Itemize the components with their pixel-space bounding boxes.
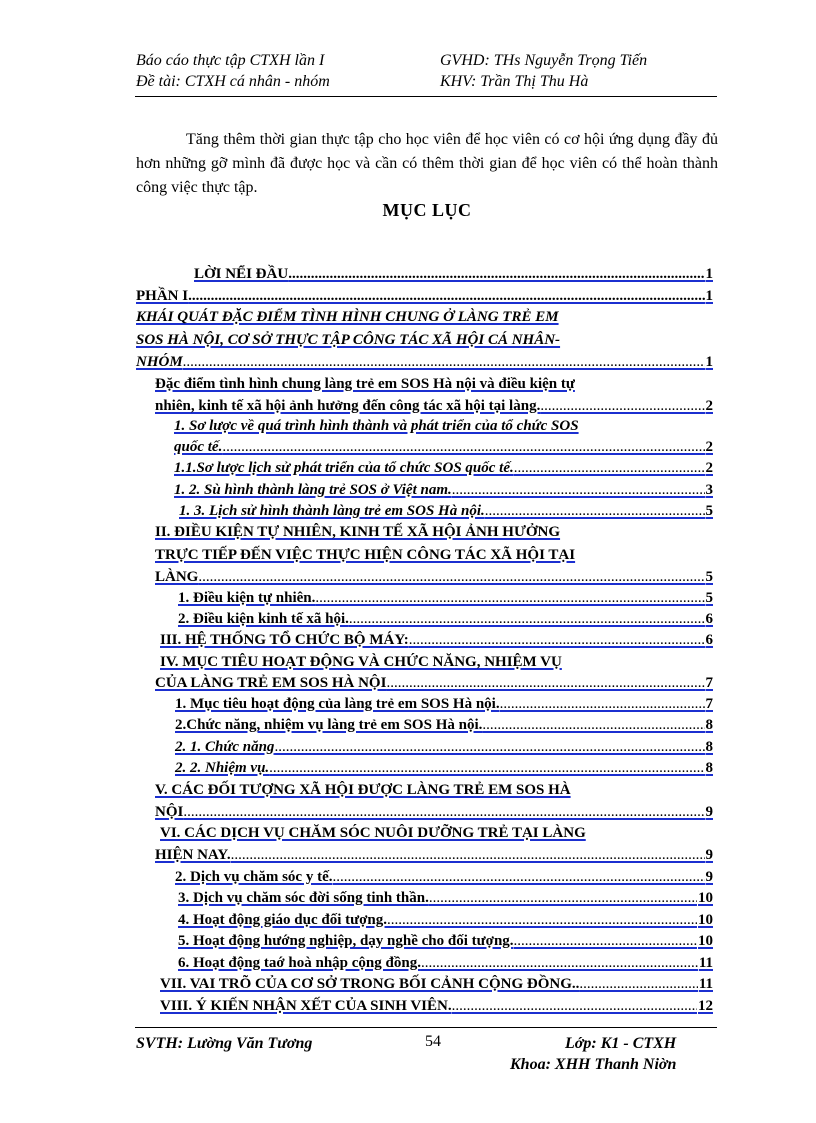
header-left-line2: Đề tài: CTXH cá nhân - nhóm: [136, 73, 330, 90]
toc-entry[interactable]: III. HỆ THỐNG TỔ CHỨC BỘ MÁY: ..... 6: [160, 630, 713, 651]
toc-entry[interactable]: 1. 3. Lịch sử hình thành làng trẻ em SOS Hà nội. ..... 5: [174, 501, 713, 522]
toc-entry[interactable]: VII. VAI TRÕ CỦA CƠ SỞ TRONG BỐI CẢNH CỘNG ĐỒNG.. ..... 11: [160, 974, 713, 995]
toc-entry[interactable]: KHÁI QUÁT ĐẶC ĐIỂM TÌNH HÌNH CHUNG Ở LÀNG TRẺ EM: [136, 309, 559, 325]
toc-entry[interactable]: NHÓM ..... 1: [136, 352, 713, 373]
header-right-line2: KHV: Trần Thị Thu Hà: [440, 73, 589, 90]
toc-entry[interactable]: 1. Sơ lược về quá trình hình thành và phát triển của tổ chức SOS: [174, 418, 579, 434]
toc-entry[interactable]: 1.1.Sơ lược lịch sử phát triển của tổ chức SOS quốc tế. ..... 2: [174, 458, 713, 479]
header-divider: [135, 96, 717, 97]
toc-entry[interactable]: 1. Mục tiêu hoạt động của làng trẻ em SOS Hà nội. ..... 7: [175, 694, 713, 715]
toc-entry[interactable]: 1. 2. Sù hình thành làng trẻ SOS ở Việt nam. ..... 3: [174, 480, 713, 501]
toc-entry[interactable]: 2. Điều kiện kinh tế xã hội. ..... 6: [178, 609, 713, 630]
footer-divider: [135, 1027, 717, 1028]
toc-entry[interactable]: IV. MỤC TIÊU HOẠT ĐỘNG VÀ CHỨC NĂNG, NHIỆM VỤ: [160, 654, 562, 670]
intro-text: Tăng thêm thời gian thực tập cho học viên để học viên có cơ hội ứng dụng đầy đủ hơn những gỡ mình đã được học và cần có thêm thời gian để học viên có thể hoàn thành công việc thực tập.: [136, 131, 718, 196]
toc-entry[interactable]: V. CÁC ĐỐI TƯỢNG XÃ HỘI ĐƯỢC LÀNG TRẺ EM SOS HÀ: [155, 782, 571, 798]
toc-entry[interactable]: 4. Hoạt động giáo dục đối tượng. ..... 10: [178, 910, 713, 931]
footer-faculty: Khoa: XHH Thanh Niờn: [510, 1056, 677, 1073]
toc-entry[interactable]: CỦA LÀNG TRẺ EM SOS HÀ NỘI ..... 7: [155, 673, 713, 694]
toc-entry[interactable]: nhiên, kinh tế xã hội ảnh hưởng đến công tác xã hội tại làng. ..... 2: [155, 396, 713, 417]
toc-entry[interactable]: LỜI NỂI ĐẦU ..... 1: [136, 264, 713, 285]
toc-entry[interactable]: 2. Dịch vụ chăm sóc y tế. ..... 9: [175, 867, 713, 888]
toc-entry[interactable]: NỘI ..... 9: [155, 802, 713, 823]
footer-student: SVTH: Lường Văn Tương: [136, 1035, 313, 1052]
toc-entry[interactable]: quốc tế. ..... 2: [174, 437, 713, 458]
toc-entry[interactable]: 6. Hoạt động taớ hoà nhập cộng đồng. ..... 11: [178, 953, 713, 974]
toc-entry[interactable]: 1. Điều kiện tự nhiên. ..... 5: [178, 588, 713, 609]
toc-entry[interactable]: Đặc điểm tình hình chung làng trẻ em SOS Hà nội và điều kiện tự: [155, 376, 575, 392]
toc-entry[interactable]: HIỆN NAY. ..... 9: [155, 845, 713, 866]
toc-entry[interactable]: 3. Dịch vụ chăm sóc đời sống tinh thần. ..... 10: [178, 888, 713, 909]
toc-title: MỤC LỤC: [382, 200, 472, 220]
intro-paragraph: [136, 128, 718, 200]
toc-entry[interactable]: 2. 2. Nhiệm vụ. ..... 8: [175, 758, 713, 779]
header-left-line1: Báo cáo thực tập CTXH lần I: [136, 52, 325, 69]
toc-entry[interactable]: 2. 1. Chức năng ..... 8: [175, 737, 713, 758]
footer-class: Lớp: K1 - CTXH: [565, 1035, 677, 1052]
page-number: 54: [425, 1033, 441, 1050]
toc-entry[interactable]: II. ĐIỀU KIỆN TỰ NHIÊN, KINH TẾ XÃ HỘI ẢNH HƯỞNG: [155, 524, 561, 540]
toc-entry[interactable]: PHẦN I ..... 1: [136, 286, 713, 307]
toc-entry[interactable]: 2.Chức năng, nhiệm vụ làng trẻ em SOS Hà nội. ..... 8: [175, 715, 713, 736]
toc-entry[interactable]: TRỰC TIẾP ĐẾN VIỆC THỰC HIỆN CÔNG TÁC XÃ HỘI TẠI: [155, 547, 576, 563]
header-right-line1: GVHD: THs Nguyễn Trọng Tiến: [440, 52, 648, 69]
toc-entry[interactable]: SOS HÀ NỘI, CƠ SỞ THỰC TẬP CÔNG TÁC XÃ HỘI CÁ NHÂN-: [136, 332, 561, 348]
toc-entry[interactable]: VI. CÁC DỊCH VỤ CHĂM SÓC NUÔI DƯỠNG TRẺ TẠI LÀNG: [160, 825, 586, 841]
toc-entry[interactable]: LÀNG ..... 5: [155, 567, 713, 588]
toc-entry[interactable]: VIII. Ý KIẾN NHẬN XẾT CỦA SINH VIÊN. ..... 12: [160, 996, 713, 1017]
toc-entry[interactable]: 5. Hoạt động hướng nghiệp, dạy nghề cho đối tượng. ..... 10: [178, 931, 713, 952]
